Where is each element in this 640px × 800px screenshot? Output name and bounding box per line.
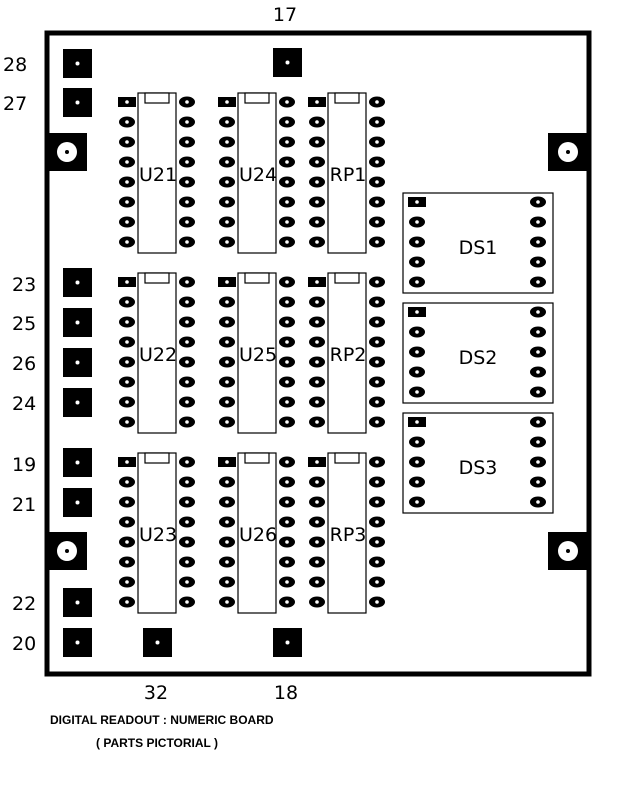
pad-17 xyxy=(273,48,302,77)
mounting-hole-2 xyxy=(548,133,588,171)
mounting-hole-3 xyxy=(47,532,87,570)
ic-label-u24: U24 xyxy=(238,164,278,186)
connector-label-24: 24 xyxy=(12,393,37,415)
connector-label-23: 23 xyxy=(12,274,37,296)
ic-label-rp1: RP1 xyxy=(329,164,367,186)
pad-24 xyxy=(63,388,92,417)
display-label-ds3: DS3 xyxy=(458,457,498,479)
pad-32 xyxy=(143,628,172,657)
pad-22 xyxy=(63,588,92,617)
connector-label-19: 19 xyxy=(12,454,37,476)
pad-18 xyxy=(273,628,302,657)
connector-label-17: 17 xyxy=(272,4,298,26)
pad-20 xyxy=(63,628,92,657)
connector-label-25: 25 xyxy=(12,313,37,335)
mounting-hole-1 xyxy=(47,133,87,171)
pad-23 xyxy=(63,268,92,297)
pad-26 xyxy=(63,348,92,377)
ic-label-u21: U21 xyxy=(138,164,178,186)
connector-label-21: 21 xyxy=(12,494,37,516)
ic-label-u25: U25 xyxy=(238,344,278,366)
pad-25 xyxy=(63,308,92,337)
connector-label-18: 18 xyxy=(273,682,299,704)
pad-27 xyxy=(63,88,92,117)
ic-label-u22: U22 xyxy=(138,344,178,366)
pad-21 xyxy=(63,488,92,517)
connector-label-32: 32 xyxy=(143,682,169,704)
display-label-ds2: DS2 xyxy=(458,347,498,369)
ic-label-u26: U26 xyxy=(238,524,278,546)
pad-28 xyxy=(63,49,92,78)
connector-label-26: 26 xyxy=(12,353,37,375)
pad-19 xyxy=(63,448,92,477)
display-label-ds1: DS1 xyxy=(458,237,498,259)
ic-label-rp3: RP3 xyxy=(329,524,367,546)
connector-label-27: 27 xyxy=(3,93,28,115)
diagram-title: DIGITAL READOUT : NUMERIC BOARD xyxy=(50,713,274,727)
mounting-hole-4 xyxy=(548,532,588,570)
connector-label-20: 20 xyxy=(12,633,37,655)
ic-label-u23: U23 xyxy=(138,524,178,546)
diagram-subtitle: ( PARTS PICTORIAL ) xyxy=(96,736,219,750)
ic-label-rp2: RP2 xyxy=(329,344,367,366)
connector-label-22: 22 xyxy=(12,593,37,615)
connector-label-28: 28 xyxy=(3,54,28,76)
